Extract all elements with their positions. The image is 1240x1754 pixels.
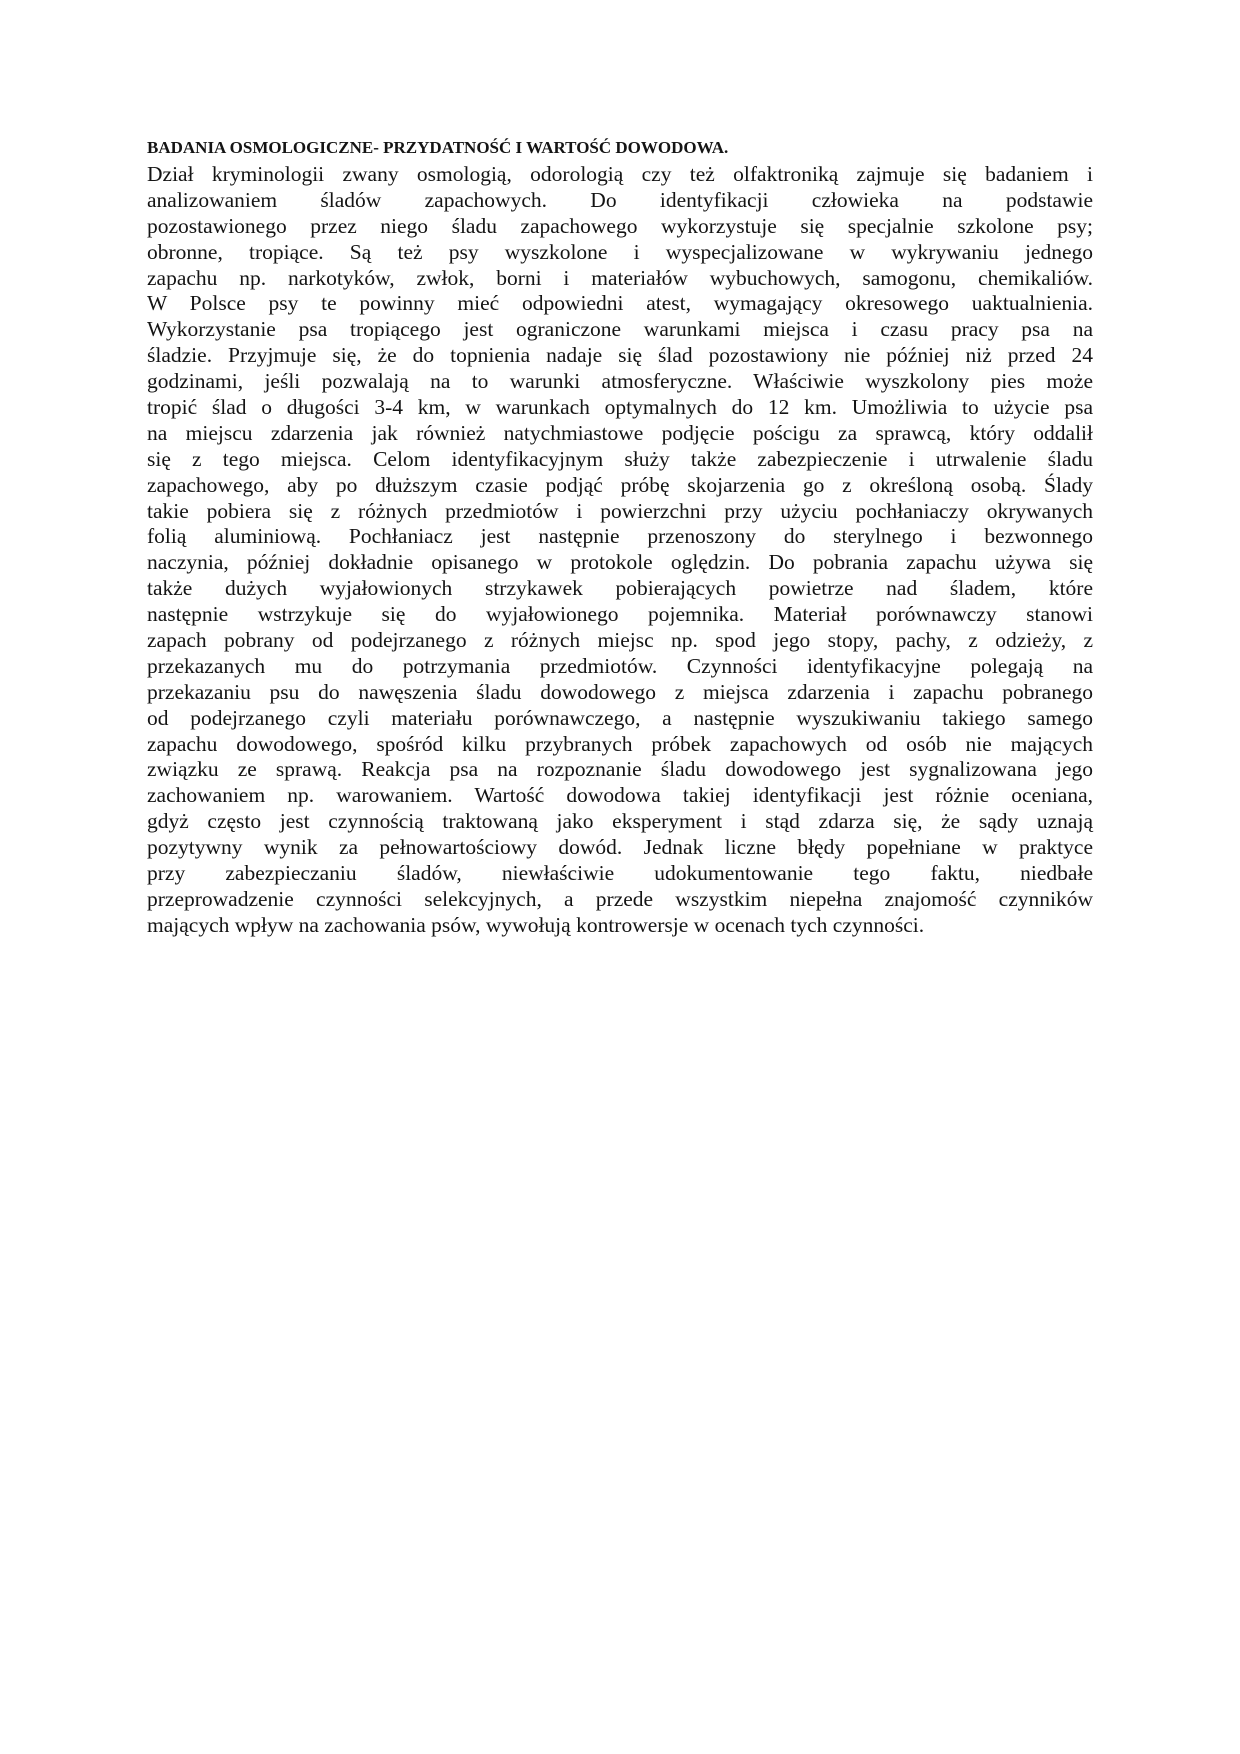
text-line: tropić ślad o długości 3-4 km, w warunkach optymalnych do 12 km. Umożliwia to użycie psa <box>147 395 1093 420</box>
text-line: takie pobiera się z różnych przedmiotów i powierzchni przy użyciu pochłaniaczy okrywanych <box>147 498 1093 523</box>
document-content <box>147 136 1093 939</box>
text-line: związku ze sprawą. Reakcja psa na rozpoznanie śladu dowodowego jest sygnalizowana jego <box>147 757 1093 782</box>
text-line: Dział kryminologii zwany osmologią, odorologią czy też olfaktroniką zajmuje się badaniem i <box>147 162 1093 186</box>
text-line: przekazanych mu do potrzymania przedmiotów. Czynności identyfikacyjne polegają na <box>147 653 1093 678</box>
text-line: pozytywny wynik za pełnowartościowy dowód. Jednak liczne błędy popełniane w praktyce <box>147 835 1093 860</box>
text-line: analizowaniem śladów zapachowych. Do identyfikacji człowieka na podstawie <box>147 187 1093 212</box>
text-line: zapach pobrany od podejrzanego z różnych miejsc np. spod jego stopy, pachy, z odzieży, z <box>147 628 1093 653</box>
text-line: mających wpływ na zachowania psów, wywołują kontrowersje w ocenach tych czynności. <box>147 912 925 937</box>
text-line: zachowaniem np. warowaniem. Wartość dowodowa takiej identyfikacji jest różnie oceniana, <box>147 783 1093 808</box>
text-line: godzinami, jeśli pozwalają na to warunki atmosferyczne. Właściwie wyszkolony pies może <box>147 369 1093 394</box>
text-line: zapachu dowodowego, spośród kilku przybranych próbek zapachowych od osób nie mających <box>147 731 1093 756</box>
text-line: obronne, tropiące. Są też psy wyszkolone i wyspecjalizowane w wykrywaniu jednego <box>147 239 1093 264</box>
text-line: także dużych wyjałowionych strzykawek pobierających powietrze nad śladem, które <box>147 576 1093 601</box>
text-line: przy zabezpieczaniu śladów, niewłaściwie udokumentowanie tego faktu, niedbałe <box>147 861 1093 886</box>
text-line: się z tego miejsca. Celom identyfikacyjnym służy także zabezpieczenie i utrwalenie śladu <box>147 446 1093 471</box>
text-line: na miejscu zdarzenia jak również natychmiastowe podjęcie pościgu za sprawcą, który oddalił <box>147 420 1093 445</box>
text-line: naczynia, później dokładnie opisanego w protokole oględzin. Do pobrania zapachu używa się <box>147 550 1093 575</box>
text-line: zapachu np. narkotyków, zwłok, borni i materiałów wybuchowych, samogonu, chemikaliów. <box>147 265 1093 290</box>
text-line: zapachowego, aby po dłuższym czasie podjąć próbę skojarzenia go z określoną osobą. Ślady <box>147 472 1093 497</box>
text-line: następnie wstrzykuje się do wyjałowionego pojemnika. Materiał porównawczy stanowi <box>147 602 1093 627</box>
text-line: W Polsce psy te powinny mieć odpowiedni atest, wymagający okresowego uaktualnienia. <box>147 291 1093 316</box>
text-line: przekazaniu psu do nawęszenia śladu dowodowego z miejsca zdarzenia i zapachu pobranego <box>147 679 1093 704</box>
body-paragraph <box>147 162 1093 939</box>
text-line: Wykorzystanie psa tropiącego jest ograniczone warunkami miejsca i czasu pracy psa na <box>147 317 1093 342</box>
text-line: folią aluminiową. Pochłaniacz jest następnie przenoszony do sterylnego i bezwonnego <box>147 524 1093 549</box>
text-line: gdyż często jest czynnością traktowaną jako eksperyment i stąd zdarza się, że sądy uznają <box>147 809 1093 834</box>
document-title: BADANIA OSMOLOGICZNE- PRZYDATNOŚĆ I WARTOŚĆ DOWODOWA. <box>147 138 729 157</box>
text-line: pozostawionego przez niego śladu zapachowego wykorzystuje się specjalnie szkolone psy; <box>147 213 1093 238</box>
text-line: przeprowadzenie czynności selekcyjnych, a przede wszystkim niepełna znajomość czynników <box>147 886 1093 911</box>
text-line: śladzie. Przyjmuje się, że do topnienia nadaje się ślad pozostawiony nie później niż przed 24 <box>147 343 1093 368</box>
text-line: od podejrzanego czyli materiału porównawczego, a następnie wyszukiwaniu takiego samego <box>147 705 1093 730</box>
